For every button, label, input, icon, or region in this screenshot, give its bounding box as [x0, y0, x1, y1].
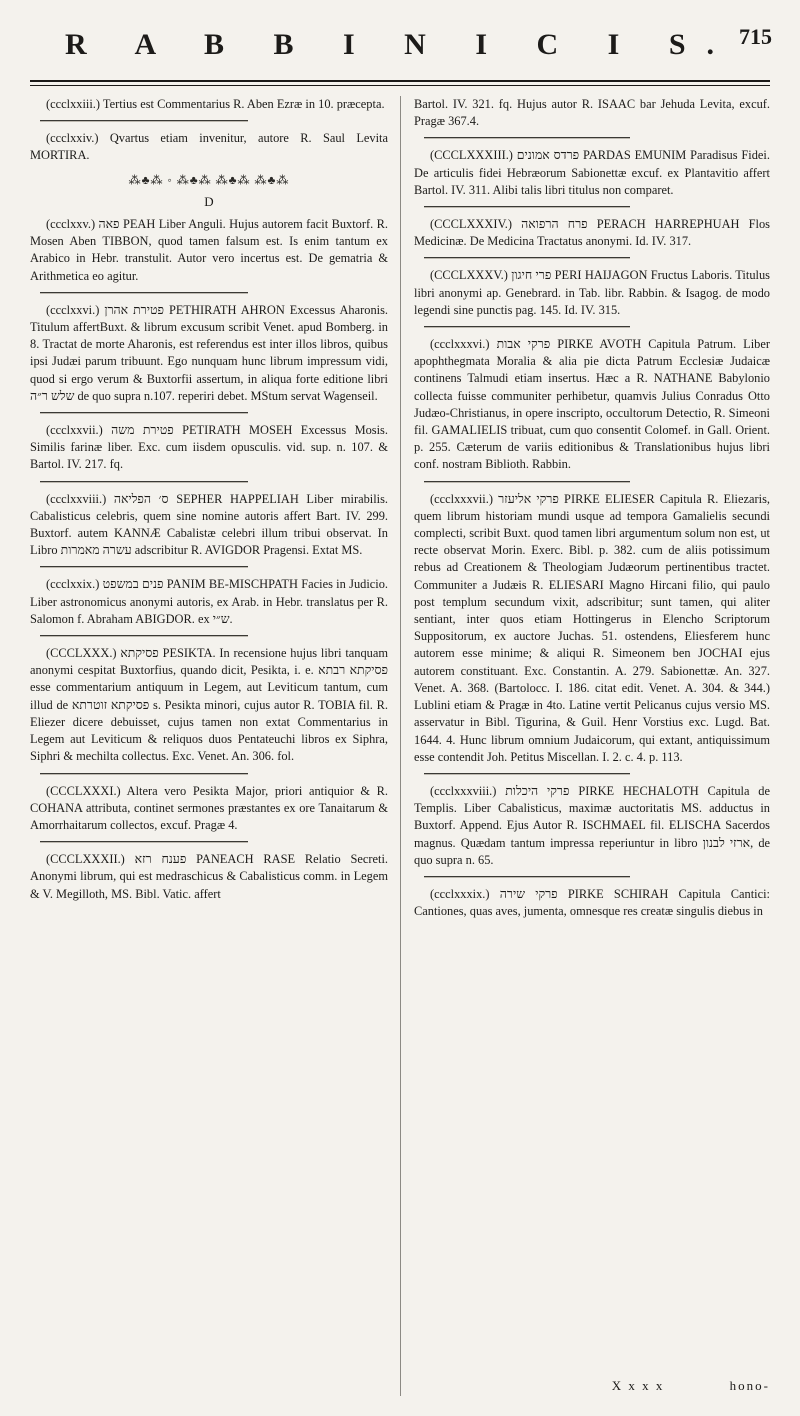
- column-divider: [400, 96, 401, 1396]
- entry-separator: [424, 206, 630, 208]
- entry-ccclxxiii: (ccclxxiii.) Tertius est Commentarius R. Aben Ezræ in 10. præcepta.: [46, 97, 385, 111]
- left-column: [30, 96, 388, 1396]
- running-title: R A B B I N I C I S.: [64, 28, 736, 61]
- entry-separator: [424, 137, 630, 139]
- entry-separator: [40, 635, 248, 637]
- ornament-band: ⁂♣⁂ ◦ ⁂♣⁂ ⁂♣⁂ ⁂♣⁂: [128, 172, 290, 187]
- entry-ccclxxxix: (ccclxxxix.) פרקי שירה PIRKE SCHIRAH Capitula Cantici: Cantiones, quas aves, jumenta, omnesque res creatæ singulis diebus in: [414, 886, 770, 919]
- entry-separator: [424, 773, 630, 775]
- entry-ccclxxvii: (ccclxxvii.) פטירת משה PETIRATH MOSEH Excessus Mosis. Similis farinæ liber. Exc. cum iisdem opusculis. vid. sup. n. 107. & Bartol. IV. 217. fq.: [30, 423, 388, 472]
- entry-ccclxxxv: (CCCLXXXV.) פרי חיגון PERI HAIJAGON Fructus Laboris. Titulus libri anonymi ap. Genebrard. in Tab. libr. Rabbin. & Isagog. de modo legendi sine punctis pag. 145. Id. IV. 315.: [414, 268, 770, 317]
- entry-ccclxxxviii: (ccclxxxviii.) פרקי היכלות PIRKE HECHALOTH Capitula de Templis. Liber Cabalisticus, maximæ auctoritatis MS. adductus in Buxtorf. Append. Ejus Autor R. ISCHMAEL fil. ELISCHA Sacerdos magnus. Quædam tantum impressa reperiuntur in libro ארזי לבנון, de quo supra n. 65.: [414, 783, 770, 867]
- entry-ccclxxxi: (CCCLXXXI.) Altera vero Pesikta Major, priori antiquior & R. COHANA attributa, continet sermones præstantes ex ore Tanaitarum & Amorrhaitarum collectos, excuf. Pragæ 4.: [30, 783, 388, 832]
- page-footer: [552, 1378, 770, 1394]
- entry-ccclxxiv: (ccclxxiv.) Qvartus etiam invenitur, autore R. Saul Levita MORTIRA.: [30, 131, 388, 163]
- page-header: [0, 12, 800, 82]
- entry-separator: [40, 292, 248, 294]
- entry-separator: [424, 481, 630, 483]
- entry-separator: [40, 566, 248, 568]
- entry-separator: [40, 412, 248, 414]
- entry-separator: [40, 481, 248, 483]
- entry-ccclxxxiv: (CCCLXXXIV.) פרח הרפואה PERACH HARREPHUAH Flos Medicinæ. De Medicina Tractatus anonymi. Id. IV. 317.: [414, 217, 770, 249]
- entry-separator: [424, 257, 630, 259]
- entry-separator: [424, 326, 630, 328]
- right-column: [414, 96, 770, 1396]
- entry-continuation: Bartol. IV. 321. fq. Hujus autor R. ISAAC bar Jehuda Levita, excuf. Pragæ 367.4.: [414, 97, 770, 129]
- entry-ccclxxvi: (ccclxxvi.) פטירת אהרן PETHIRATH AHRON Excessus Aharonis. Titulum affertBuxt. & librum excusum scribit Venet. apud Bomberg. in 8. Tractat de morte Aharonis, est referendus est inter illos libros, quibus ipsi Judæi parum tribuunt. Ego nunquam hunc librum impressum vidi, quod si ergo verum & Buxtorfii assertum, in aliqua forte editione libri שלש ר״ה de quo supra n.107. reperiri debet. MStum servat Wagenseil.: [30, 302, 388, 403]
- entry-ccclxxx: (CCCLXXX.) פסיקתא PESIKTA. In recensione hujus libri tanquam anonymi cespitat Buxtorfius, quando dicit, Pesikta, i. e. פסיקתא רבתא esse commentarium antiquum in Legem, aut Leviticum tantum, cum illud de פסיקתא זוטרתא s. Pesikta minori, cujus autor R. TOBIA fil. R. Eliezer dicere debuisset, cujus tamen non extat Commentarius in Legem aut Leviticum & reliquos duos Pentateuchi libros ex Siphra, Siphri & mechilta collectus. Exc. Venet. An. 306. fol.: [30, 646, 388, 764]
- entry-ccclxxxvi: (ccclxxxvi.) פרקי אבות PIRKE AVOTH Capitula Patrum. Liber apophthegmata Moralia & alia pie dicta Patrum Ecclesiæ Judaicæ continens Talmudi etiam insertus. Hæc a R. NATHANE Babylonio collecta fuisse communiter perhibetur, quamvis Julius Conradus Otto Judæo-Christianus, in opere inscripto, occultorum Detectio, R. Simeoni fil. GAMALIELIS tribuat, cum quo consentit Colomef. in Gall. Orient. p. 255. Cæterum de variis editionibus & Translationibus hujus libri conf. nostram Biblioth. Rabbin.: [414, 337, 770, 472]
- entry-ccclxxxii: (CCCLXXXII.) פענח רזא PANEACH RASE Relatio Secreti. Anonymi librum, qui est medraschicus & Cabalisticus comm. in Legem & V. Megilloth, MS. Bibl. Vatic. affert: [30, 852, 388, 901]
- entry-ccclxxxiii: (CCCLXXXIII.) פרדס אמונים PARDAS EMUNIM Paradisus Fidei. De articulis fidei Hebræorum Sabionettæ excuf. ex Plantavitio affert Bartol. IV. 311. Alibi talis libri titulus non comparet.: [414, 148, 770, 197]
- entry-ccclxxix: (ccclxxix.) פנים במשפט PANIM BE-MISCHPATH Facies in Judicio. Liber astronomicus anonymi autoris, ex Arab. in Hebr. translatus per R. Salomon f. Abraham ABIGDOR. ex ש״י.: [30, 577, 388, 626]
- header-rule: [30, 80, 770, 82]
- entry-ccclxxviii: (ccclxxviii.) ס׳ הפליאה SEPHER HAPPELIAH Liber mirabilis. Cabalisticus celebris, quem sine nomine autoris affert Bart. IV. 299. Buxtorf. autem KANNÆ Cabalistæ celebri illum tribui observat. In Libro עשרה מאמרות adscribitur R. AVIGDOR Pragensi. Extat MS.: [30, 491, 388, 558]
- entry-ccclxxv: (ccclxxv.) פאה PEAH Liber Anguli. Hujus autorem facit Buxtorf. R. Mosen Aben TIBBON, quod tamen falsum est. Is enim tantum ex Arabico in Hebr. transtulit. Autor vero incertus est. De gematria & Arithmetica eo agitur.: [30, 217, 388, 283]
- entry-separator: [424, 876, 630, 878]
- signature-mark: D: [204, 193, 214, 209]
- signature-mark-footer: X x x x: [611, 1378, 665, 1393]
- page-number: 715: [739, 24, 772, 49]
- entry-separator: [40, 841, 248, 843]
- entry-ccclxxxvii: (ccclxxxvii.) פרקי אליעזר PIRKE ELIESER Capitula R. Eliezaris, quem librum historiam mundi usque ad tempora Gamalielis secundi complecti, scribit Buxt. quod tamen libri argumentum solum non est, ut recte observat Morin. Exerc. Bibl. p. 382. cum de aliis potissimum rebus ad Creationem & Theologiam Judæorum pertinentibus tractet. Communiter a Judæis R. ELIESARI Magno Hircani filio, qui paulo post templum secundum vixit, adscribitur; sunt tamen, qui aliter sentiant, inter quos etiam Hottingerus in Elencho Scriptorum Suppositorum, ex auctore Juchas. 51. ostendens, Eliesferem hunc autorem esse minime; & aliqui R. Simeonem ben JOCHAI ejus autorem constituant. Exc. Constantin. A. 279. Sabionettæ. An. 327. Venet. A. 368. (Bartolocc. I. 186. citat edit. Venet. A. 304. & 344.) Lublini etiam & Pragæ in 4to. Latine vertit Pelicanus cujus versio MS. asservatur in Bibl. Tigurina, & Guil. Henr Vorstius exc. Lugd. Bat. 1644. 4. Hunc librum omnium Judaicorum, qui extant, antiquissimum esse contendit Joh. Petitus Miscellan. I. 2. c. 4. p. 113.: [414, 491, 770, 764]
- catchword: hono-: [729, 1378, 770, 1393]
- header-rule-thin: [30, 85, 770, 86]
- entry-separator: [40, 773, 248, 775]
- entry-separator: [40, 120, 248, 122]
